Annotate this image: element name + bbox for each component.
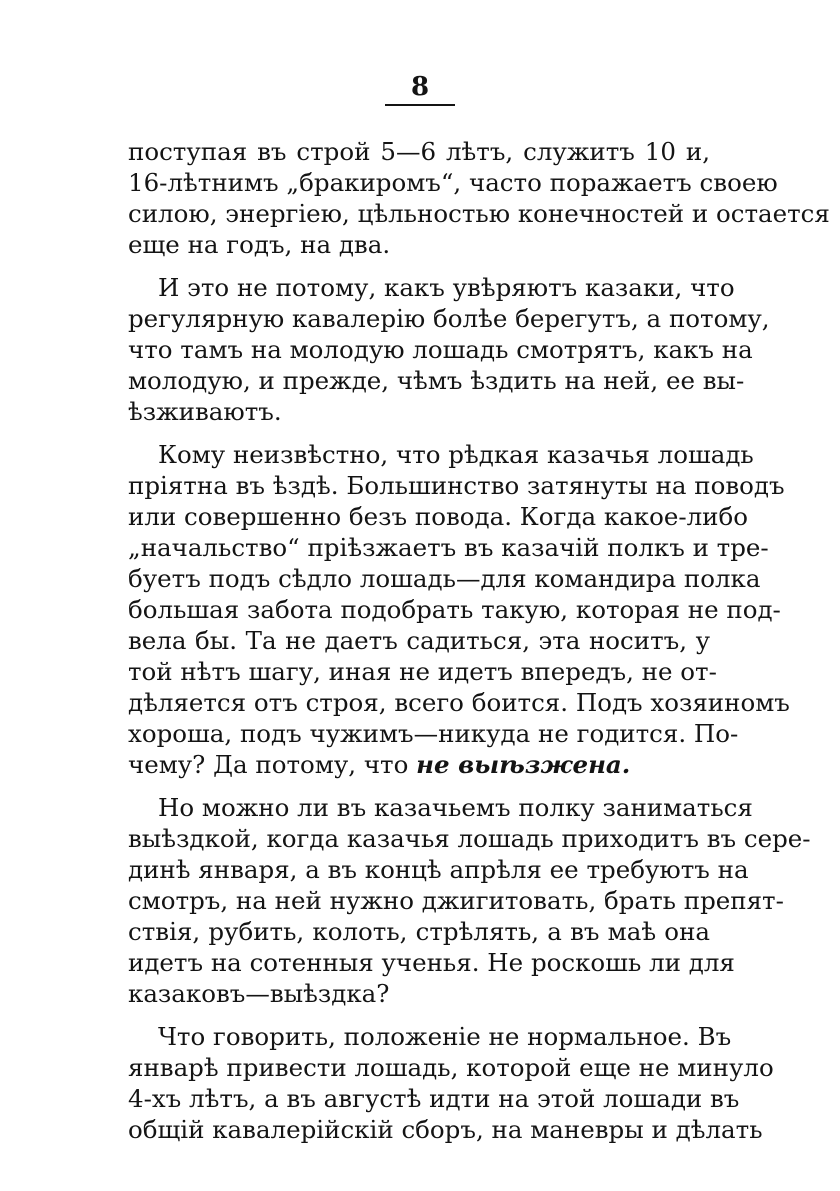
paragraph	[128, 1021, 774, 1145]
page-number: 8	[385, 72, 455, 106]
text-line	[128, 749, 710, 780]
text-line: пріятна въ ѣздѣ. Большинство затянуты на поводъ	[128, 471, 785, 500]
body-text	[128, 136, 830, 1157]
text-line: буетъ подъ сѣдло лошадь—для командира полка	[128, 564, 761, 593]
page-header	[0, 72, 840, 106]
text-line: январѣ привести лошадь, которой еще не минуло	[128, 1053, 774, 1082]
paragraph	[128, 272, 770, 427]
text-line: или совершенно безъ повода. Когда какое-либо	[128, 502, 748, 531]
paragraph	[128, 792, 811, 1009]
paragraph	[128, 439, 790, 780]
text-line: силою, энергіею, цѣльностью конечностей и остается	[128, 199, 830, 228]
text-line: хороша, подъ чужимъ—никуда не годится. По-	[128, 719, 739, 748]
paragraph	[128, 136, 830, 260]
text-line: молодую, и прежде, чѣмъ ѣздить на ней, ее вы-	[128, 366, 745, 395]
text-line: 16-лѣтнимъ „бракиромъ“, часто поражаетъ своею	[128, 168, 778, 197]
text-line: ствія, рубить, колоть, стрѣлять, а въ маѣ она	[128, 917, 710, 946]
text-line: „начальство“ пріѣзжаетъ въ казачій полкъ и тре-	[128, 533, 769, 562]
text-line: Но можно ли въ казачьемъ полку заниматься	[158, 793, 753, 822]
text-line: выѣздкой, когда казачья лошадь приходитъ въ сере-	[128, 824, 811, 853]
text-line: той нѣтъ шагу, иная не идетъ впередъ, не от-	[128, 657, 717, 686]
text-line: смотръ, на ней нужно джигитовать, брать препят-	[128, 886, 784, 915]
text-line: идетъ на сотенныя ученья. Не роскошь ли для	[128, 948, 735, 977]
text-line: И это не потому, какъ увѣряютъ казаки, что	[158, 273, 735, 302]
emphasized-phrase: не выѣзжена.	[416, 750, 631, 779]
text-line: вела бы. Та не даетъ садиться, эта носитъ, у	[128, 626, 710, 655]
text-line: Что говорить, положеніе не нормальное. Въ	[158, 1022, 732, 1051]
text-line: динѣ января, а въ концѣ апрѣля ее требуютъ на	[128, 855, 749, 884]
text-line: поступая въ строй 5—6 лѣтъ, служитъ 10 и,	[128, 137, 710, 166]
text-line: 4-хъ лѣтъ, а въ августѣ идти на этой лошади въ	[128, 1084, 740, 1113]
text-line: еще на годъ, на два.	[128, 230, 391, 259]
text-line: что тамъ на молодую лошадь смотрятъ, какъ на	[128, 335, 753, 364]
text-line-start: чему? Да потому, что	[128, 750, 409, 779]
text-line: регулярную кавалерію болѣе берегутъ, а потому,	[128, 304, 770, 333]
text-line: общій кавалерійскій сборъ, на маневры и дѣлать	[128, 1115, 763, 1144]
text-line: Кому неизвѣстно, что рѣдкая казачья лошадь	[158, 440, 754, 469]
text-line: ѣзживаютъ.	[128, 397, 282, 426]
text-line: дѣляется отъ строя, всего боится. Подъ хозяиномъ	[128, 688, 790, 717]
text-line: казаковъ—выѣздка?	[128, 979, 390, 1008]
text-line: большая забота подобрать такую, которая не под-	[128, 595, 781, 624]
